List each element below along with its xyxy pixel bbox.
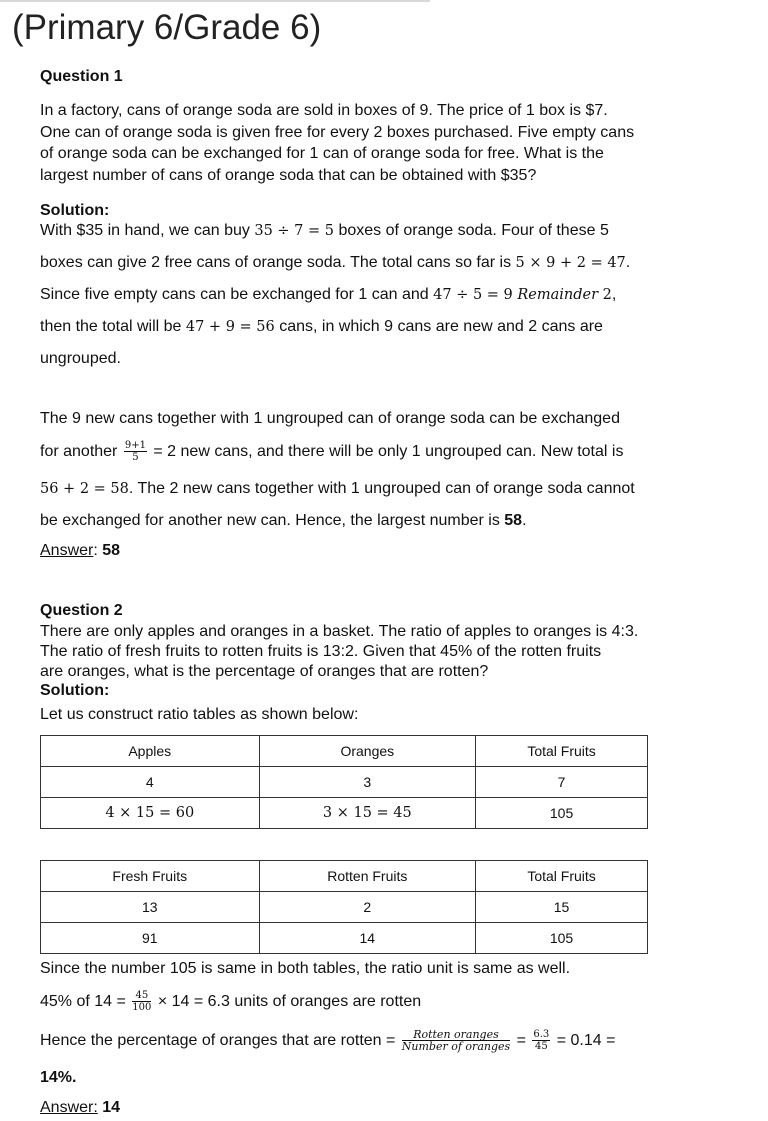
- table-row: [41, 892, 648, 923]
- text: .: [625, 254, 631, 271]
- question-1-line: In a factory, cans of orange soda are sold in boxes of 9. The price of 1 box is $7.: [40, 102, 608, 119]
- answer-label: Answer: [40, 542, 94, 559]
- fraction-numerator: 6.3: [533, 1029, 550, 1041]
- text: ,: [611, 286, 617, 303]
- table-header-row: [41, 861, 648, 892]
- explanation-line-2: [40, 986, 421, 1018]
- explanation-line-3: [40, 1025, 615, 1057]
- answer-label: Answer:: [40, 1099, 98, 1116]
- solution-line-8: [40, 473, 635, 505]
- solution-line-6: The 9 new cans together with 1 ungrouped can of orange soda can be exchanged: [40, 410, 620, 427]
- table-cell: 15: [476, 892, 648, 923]
- table-row: [41, 798, 648, 829]
- math-expression: =: [512, 1032, 531, 1049]
- table-row: [41, 767, 648, 798]
- text: then the total will be: [40, 318, 186, 335]
- fraction-numerator: 9+1: [124, 440, 146, 452]
- table-header-cell: Rotten Fruits: [259, 861, 476, 892]
- table-cell: 105: [476, 923, 648, 954]
- text: be exchanged for another new can. Hence, the largest number is: [40, 512, 505, 529]
- text: for another: [40, 443, 122, 460]
- text: boxes of orange soda. Four of these 5: [334, 222, 609, 239]
- fraction: [532, 1029, 550, 1052]
- table-header-cell: Apples: [41, 736, 260, 767]
- text: Since five empty cans can be exchanged for 1 can and: [40, 286, 434, 303]
- question-2-line: are oranges, what is the percentage of oranges that are rotten?: [40, 663, 489, 680]
- question-1-line: One can of orange soda is given free for every 2 boxes purchased. Five empty cans: [40, 123, 635, 141]
- table-header-cell: Oranges: [259, 736, 476, 767]
- page-header: (Primary 6/Grade 6): [12, 8, 322, 47]
- text: boxes can give 2 free cans of orange soda. The total cans so far is: [40, 254, 516, 271]
- math-expression: 47 ÷ 5 = 9: [433, 287, 518, 303]
- question-1-line: of orange soda can be exchanged for 1 can of orange soda for free. What is the: [40, 145, 604, 162]
- solution-line-7: [40, 436, 623, 468]
- text: . The 2 new cans together with 1 ungrouped can of orange soda cannot: [128, 480, 635, 497]
- question-1-solution-label: Solution:: [40, 202, 110, 219]
- fraction-numerator: Rotten oranges: [402, 1029, 510, 1041]
- table-cell: 4: [41, 767, 260, 798]
- text: With $35 in hand, we can buy: [40, 222, 255, 239]
- fraction-denominator: 5: [132, 452, 139, 464]
- text: × 14 = 6.3 units of oranges are rotten: [153, 993, 422, 1010]
- question-2-title: Question 2: [40, 602, 123, 619]
- table-header-cell: Total Fruits: [476, 736, 648, 767]
- solution-line-5: ungrouped.: [40, 350, 121, 367]
- table-cell: 3 × 15 = 45: [259, 798, 476, 829]
- table-header-cell: Total Fruits: [476, 861, 648, 892]
- math-remainder: Remainder: [517, 287, 599, 303]
- table-cell: 4 × 15 = 60: [41, 798, 260, 829]
- fraction: [124, 440, 147, 463]
- table-header-row: [41, 736, 648, 767]
- table-cell: 2: [259, 892, 476, 923]
- explanation-line-4: 14%.: [40, 1069, 77, 1086]
- text: Hence the percentage of oranges that are rotten =: [40, 1032, 400, 1049]
- fraction-denominator: 45: [534, 1041, 548, 1053]
- fraction-denominator: 100: [132, 1002, 152, 1014]
- solution-line-9: [40, 505, 527, 537]
- question-2-line: The ratio of fresh fruits to rotten fruits is 13:2. Given that 45% of the rotten fruits: [40, 643, 602, 660]
- table-cell: 13: [41, 892, 260, 923]
- math-expression: 2: [598, 287, 612, 303]
- fraction: [402, 1029, 510, 1052]
- text: 45% of 14 =: [40, 993, 131, 1010]
- text: .: [522, 512, 527, 529]
- math-expression: 5 × 9 + 2 = 47: [515, 255, 626, 271]
- table-header-cell: Fresh Fruits: [41, 861, 260, 892]
- table-cell: 7: [476, 767, 648, 798]
- math-expression: 56 + 2 = 58: [40, 481, 129, 497]
- tables-intro: Let us construct ratio tables as shown below:: [40, 706, 359, 723]
- text: cans, in which 9 cans are new and 2 cans are: [274, 318, 603, 335]
- bold-number: 58: [504, 512, 523, 529]
- table-cell: 91: [41, 923, 260, 954]
- fraction-denominator: Number of oranges: [401, 1040, 511, 1054]
- top-divider: [0, 0, 430, 2]
- question-1-answer: [40, 535, 120, 567]
- question-1-title: Question 1: [40, 68, 123, 85]
- question-2-answer: [40, 1099, 120, 1117]
- solution-line-1: [40, 215, 609, 247]
- question-2-solution-label: Solution:: [40, 682, 110, 699]
- ratio-table-2: [40, 860, 648, 954]
- explanation-line-1: Since the number 105 is same in both tables, the ratio unit is same as well.: [40, 960, 571, 977]
- fraction: [132, 990, 151, 1013]
- question-1-line: largest number of cans of orange soda that can be obtained with $35?: [40, 166, 537, 184]
- math-expression: 47 + 9 = 56: [185, 319, 275, 335]
- ratio-table-1: [40, 735, 648, 829]
- fraction-numerator: 45: [132, 990, 151, 1002]
- math-expression: = 2: [148, 443, 177, 460]
- answer-value: 58: [102, 542, 121, 559]
- text: new cans, and there will be only 1 ungrouped can. New total is: [176, 443, 624, 460]
- math-expression: 35 ÷ 7 = 5: [254, 223, 334, 239]
- answer-value: 14: [102, 1099, 121, 1116]
- table-cell: 105: [476, 798, 648, 829]
- question-2-line: There are only apples and oranges in a basket. The ratio of apples to oranges is 4:3.: [40, 623, 639, 640]
- table-cell: 3: [259, 767, 476, 798]
- solution-line-2: [40, 247, 630, 279]
- table-cell: 14: [259, 923, 476, 954]
- text: :: [93, 542, 103, 559]
- solution-line-3: [40, 279, 616, 311]
- solution-line-4: [40, 311, 603, 343]
- question-1-text: [40, 100, 740, 186]
- text: = 0.14 =: [552, 1032, 616, 1049]
- question-2-text: [40, 622, 740, 682]
- table-row: [41, 923, 648, 954]
